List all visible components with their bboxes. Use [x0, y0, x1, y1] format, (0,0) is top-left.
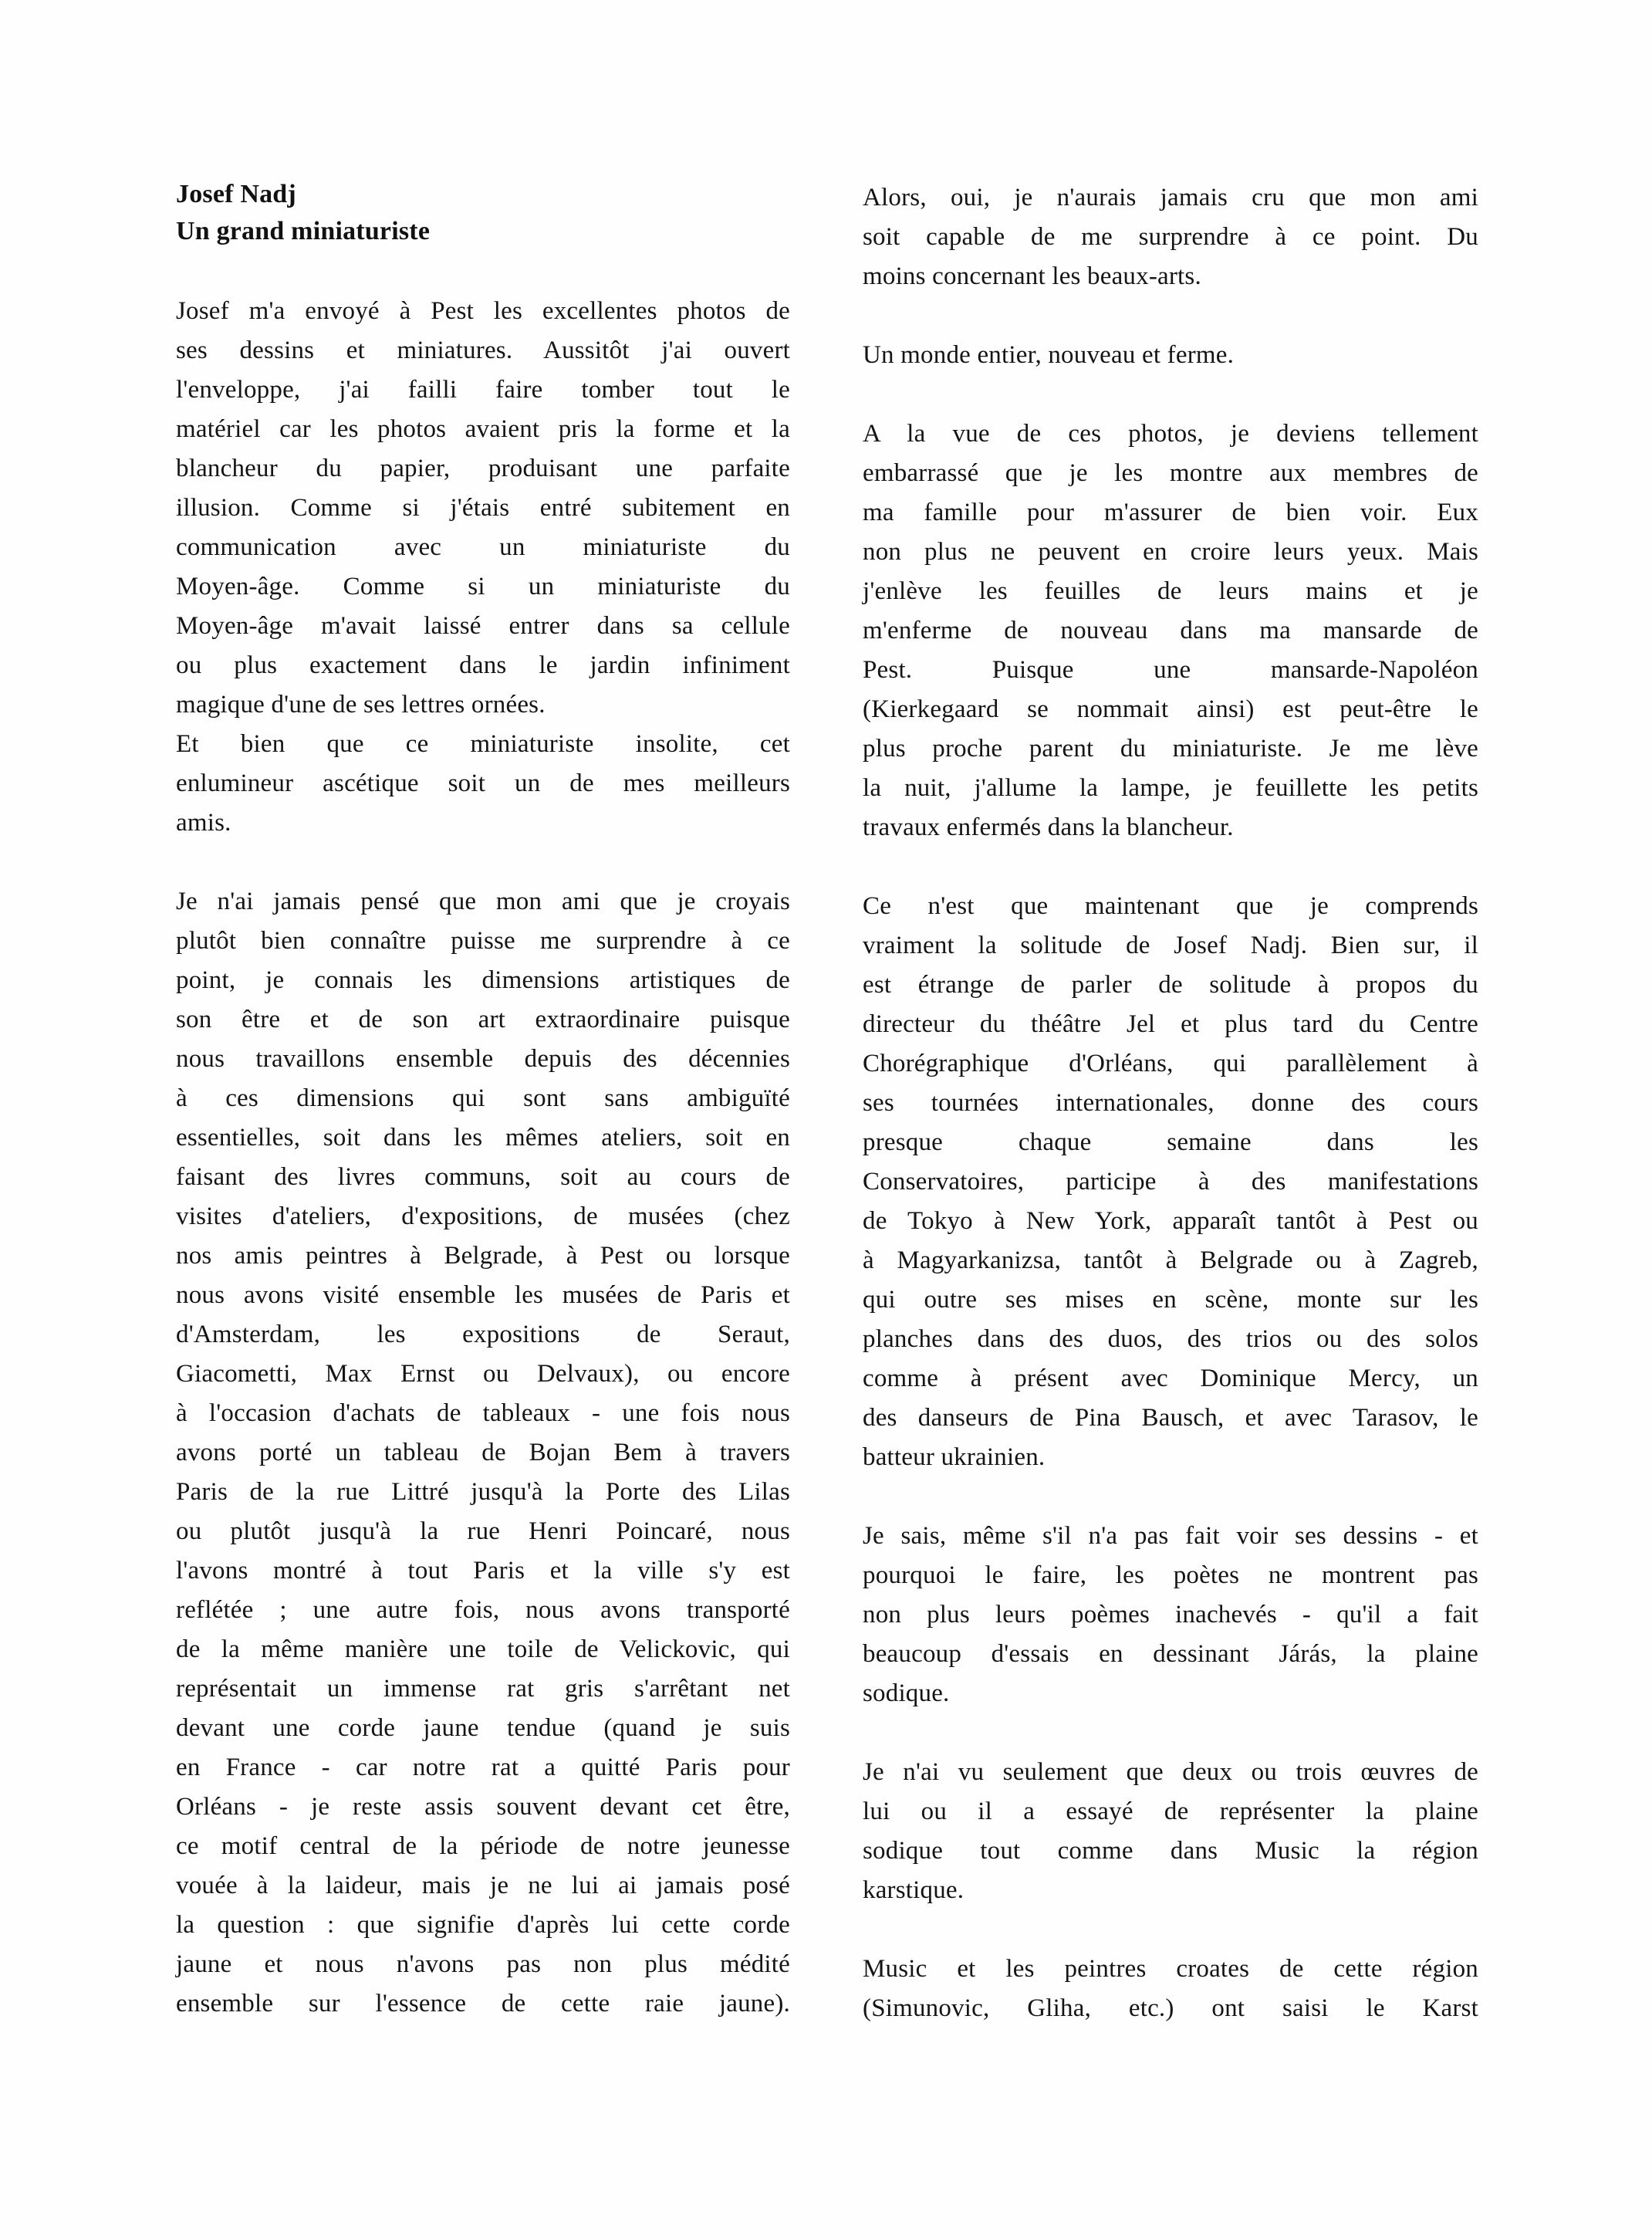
text-line: à l'occasion d'achats de tableaux - une fois nous — [176, 1399, 790, 1427]
text-line: pourquoi le faire, les poètes ne montrent pas — [863, 1561, 1478, 1589]
text-line: visites d'ateliers, d'expositions, de musées (chez — [176, 1202, 790, 1230]
text-line: karstique. — [863, 1876, 965, 1904]
text-line: non plus leurs poèmes inachevés - qu'il a fait — [863, 1601, 1478, 1629]
text-line: illusion. Comme si j'étais entré subitement en — [176, 494, 790, 522]
text-line: presque chaque semaine dans les — [863, 1128, 1478, 1156]
paragraph — [176, 725, 790, 843]
text-line: Moyen-âge. Comme si un miniaturiste du — [176, 573, 790, 600]
text-line: blancheur du papier, produisant une parfaite — [176, 455, 790, 482]
article-heading — [176, 176, 790, 250]
text-line: Giacometti, Max Ernst ou Delvaux), ou encore — [176, 1360, 790, 1388]
text-line: des danseurs de Pina Bausch, et avec Tarasov, le — [863, 1404, 1478, 1432]
text-line: ses dessins et miniatures. Aussitôt j'ai ouvert — [176, 337, 790, 364]
text-line: Et bien que ce miniaturiste insolite, cet — [176, 730, 790, 758]
text-line: Chorégraphique d'Orléans, qui parallèlement à — [863, 1050, 1478, 1077]
text-line: point, je connais les dimensions artistiques de — [176, 966, 790, 994]
text-line: batteur ukrainien. — [863, 1443, 1046, 1471]
text-line: comme à présent avec Dominique Mercy, un — [863, 1365, 1478, 1392]
text-line: essentielles, soit dans les mêmes ateliers, soit en — [176, 1124, 790, 1152]
text-line: travaux enfermés dans la blancheur. — [863, 813, 1234, 841]
paragraph — [176, 882, 790, 2024]
article-title: Un grand miniaturiste — [176, 217, 431, 245]
text-line: ce motif central de la période de notre jeunesse — [176, 1832, 790, 1860]
text-line: de Tokyo à New York, apparaît tantôt à Pest ou — [863, 1207, 1478, 1235]
text-line: reflétée ; une autre fois, nous avons transporté — [176, 1596, 790, 1624]
paragraph — [176, 292, 790, 725]
paragraph — [863, 1517, 1478, 1713]
paragraph — [863, 178, 1478, 296]
paragraph — [863, 887, 1478, 1477]
text-line: matériel car les photos avaient pris la forme et la — [176, 415, 790, 443]
text-line: Pest. Puisque une mansarde-Napoléon — [863, 656, 1478, 684]
text-line: communication avec un miniaturiste du — [176, 533, 790, 561]
text-line: Un monde entier, nouveau et ferme. — [863, 341, 1235, 369]
text-line: à ces dimensions qui sont sans ambiguïté — [176, 1084, 790, 1112]
text-line: est étrange de parler de solitude à propos du — [863, 971, 1478, 999]
text-line: nous travaillons ensemble depuis des décennies — [176, 1045, 790, 1073]
text-line: m'enferme de nouveau dans ma mansarde de — [863, 617, 1478, 644]
text-line: directeur du théâtre Jel et plus tard du Centre — [863, 1010, 1478, 1038]
text-line: plus proche parent du miniaturiste. Je me lève — [863, 735, 1478, 763]
text-line: A la vue de ces photos, je deviens tellement — [863, 420, 1478, 448]
paragraph — [863, 1950, 1478, 2028]
left-column — [176, 176, 790, 2063]
text-line: amis. — [176, 809, 231, 837]
text-line: embarrassé que je les montre aux membres de — [863, 459, 1478, 487]
text-line: de la même manière une toile de Velickovic, qui — [176, 1635, 790, 1663]
text-line: enlumineur ascétique soit un de mes meilleurs — [176, 769, 790, 797]
text-line: en France - car notre rat a quitté Paris pour — [176, 1754, 790, 1781]
text-line: plutôt bien connaître puisse me surprendre à ce — [176, 927, 790, 955]
text-line: non plus ne peuvent en croire leurs yeux. Mais — [863, 538, 1478, 566]
text-line: Josef m'a envoyé à Pest les excellentes photos de — [176, 297, 790, 325]
text-line: l'enveloppe, j'ai failli faire tomber tout le — [176, 376, 790, 404]
text-line: ma famille pour m'assurer de bien voir. Eux — [863, 499, 1478, 526]
text-line: avons porté un tableau de Bojan Bem à travers — [176, 1439, 790, 1466]
text-line: d'Amsterdam, les expositions de Seraut, — [176, 1321, 790, 1348]
text-line: magique d'une de ses lettres ornées. — [176, 691, 546, 719]
text-line: représentait un immense rat gris s'arrêtant net — [176, 1675, 790, 1703]
text-line: son être et de son art extraordinaire puisque — [176, 1006, 790, 1033]
text-line: vraiment la solitude de Josef Nadj. Bien sur, il — [863, 932, 1478, 959]
text-line: sodique. — [863, 1679, 950, 1707]
right-column — [863, 178, 1478, 2068]
text-line: Je sais, même s'il n'a pas fait voir ses dessins - et — [863, 1522, 1478, 1550]
text-line: l'avons montré à tout Paris et la ville s'y est — [176, 1557, 790, 1585]
text-line: jaune et nous n'avons pas non plus médité — [176, 1950, 790, 1978]
text-line: ses tournées internationales, donne des cours — [863, 1089, 1478, 1117]
text-line: (Kierkegaard se nommait ainsi) est peut-être le — [863, 695, 1478, 723]
text-line: Je n'ai jamais pensé que mon ami que je croyais — [176, 888, 790, 915]
author-name: Josef Nadj — [176, 180, 296, 208]
text-line: Music et les peintres croates de cette région — [863, 1955, 1478, 1983]
paragraph — [863, 414, 1478, 847]
text-line: lui ou il a essayé de représenter la plaine — [863, 1798, 1478, 1825]
text-line: la question : que signifie d'après lui cette corde — [176, 1911, 790, 1939]
text-line: nous avons visité ensemble les musées de Paris et — [176, 1281, 790, 1309]
text-line: Alors, oui, je n'aurais jamais cru que mon ami — [863, 184, 1478, 211]
text-line: Moyen-âge m'avait laissé entrer dans sa cellule — [176, 612, 790, 640]
text-line: vouée à la laideur, mais je ne lui ai jamais posé — [176, 1872, 790, 1899]
text-line: soit capable de me surprendre à ce point. Du — [863, 223, 1478, 251]
paragraph — [863, 336, 1478, 375]
text-line: qui outre ses mises en scène, monte sur les — [863, 1286, 1478, 1314]
text-line: j'enlève les feuilles de leurs mains et je — [863, 577, 1478, 605]
text-line: ensemble sur l'essence de cette raie jaune). — [176, 1990, 790, 2017]
text-line: (Simunovic, Gliha, etc.) ont saisi le Karst — [863, 1994, 1478, 2022]
text-line: ou plutôt jusqu'à la rue Henri Poincaré, nous — [176, 1517, 790, 1545]
paragraph — [863, 1753, 1478, 1910]
text-line: Je n'ai vu seulement que deux ou trois œuvres de — [863, 1758, 1478, 1786]
text-line: Conservatoires, participe à des manifestations — [863, 1168, 1478, 1196]
text-line: Ce n'est que maintenant que je comprends — [863, 892, 1478, 920]
text-line: la nuit, j'allume la lampe, je feuillette les petits — [863, 774, 1478, 802]
text-line: moins concernant les beaux-arts. — [863, 262, 1201, 290]
text-line: Paris de la rue Littré jusqu'à la Porte des Lilas — [176, 1478, 790, 1506]
text-line: Orléans - je reste assis souvent devant cet être, — [176, 1793, 790, 1821]
text-line: ou plus exactement dans le jardin infiniment — [176, 651, 790, 679]
text-line: devant une corde jaune tendue (quand je suis — [176, 1714, 790, 1742]
text-line: beaucoup d'essais en dessinant Járás, la plaine — [863, 1640, 1478, 1668]
text-line: planches dans des duos, des trios ou des solos — [863, 1325, 1478, 1353]
text-line: faisant des livres communs, soit au cours de — [176, 1163, 790, 1191]
text-line: à Magyarkanizsa, tantôt à Belgrade ou à Zagreb, — [863, 1246, 1478, 1274]
text-line: sodique tout comme dans Music la région — [863, 1837, 1478, 1865]
text-line: nos amis peintres à Belgrade, à Pest ou lorsque — [176, 1242, 790, 1270]
